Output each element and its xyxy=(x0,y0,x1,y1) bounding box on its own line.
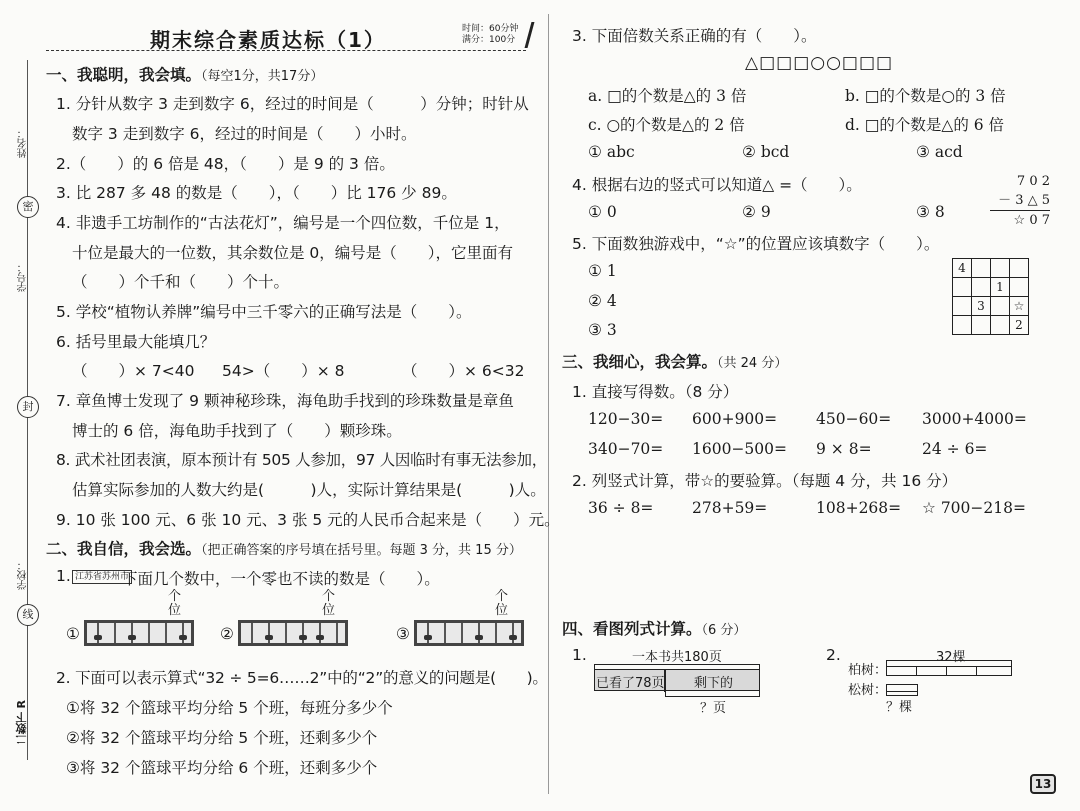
abacus-1-label-wei: 位 xyxy=(168,603,182,618)
q8-line2: 估算实际参加的人数大约是( )人，实际计算结果是( )人。 xyxy=(72,481,546,499)
abacus-1-label xyxy=(168,590,181,618)
q3: 3. 比 287 多 48 的数是（ ），（ ）比 176 少 89。 xyxy=(56,184,457,202)
choice-3: 3. 下面倍数关系正确的有（ ）。 xyxy=(572,27,817,45)
section-2-note: （把正确答案的序号填在括号里。每题 3 分，共 15 分） xyxy=(201,543,522,558)
abacus-bead xyxy=(299,635,307,640)
calc-2-2: 1600−500= xyxy=(692,440,788,458)
q4-line2: 十位是最大的一位数，其余数位是 0，编号是（ ），它里面有 xyxy=(72,244,514,262)
abacus-1 xyxy=(84,620,194,646)
sudoku-cell xyxy=(953,316,972,335)
sudoku-cell xyxy=(991,297,1010,316)
choice-1-num: 1. xyxy=(56,567,71,585)
seal-feng: 封 xyxy=(17,396,39,418)
abacus-1-marker: ① xyxy=(66,625,80,643)
q9: 9. 10 张 100 元、6 张 10 元、3 张 5 元的人民币合起来是（ ）元。 xyxy=(56,511,560,529)
sudoku-cell: 2 xyxy=(1010,316,1029,335)
calc-2-1: 340−70= xyxy=(588,440,664,458)
sudoku-cell xyxy=(972,278,991,297)
choice-3-opt2: ② bcd xyxy=(742,143,790,161)
calc-2-3: 9 × 8= xyxy=(816,440,872,458)
school-label: 学校： xyxy=(18,560,29,590)
sudoku-cell: ☆ xyxy=(1010,297,1029,316)
calc-3-2: 278+59= xyxy=(692,499,768,517)
choice-4-opt3: ③ 8 xyxy=(916,203,945,221)
q6: 6. 括号里最大能填几？ xyxy=(56,333,216,351)
abacus-2-label-ge: 个 xyxy=(322,589,336,604)
sudoku-cell xyxy=(953,278,972,297)
abacus-rod xyxy=(478,623,480,643)
time-label: 时间：60分钟 xyxy=(462,24,519,34)
q6-item3: （ ）× 6<32 xyxy=(402,362,525,380)
choice-4-opt1: ① 0 xyxy=(588,203,617,221)
abacus-bead xyxy=(475,635,483,640)
section-4-title xyxy=(562,617,746,639)
figure-1-total: 一本书共180页 xyxy=(632,650,722,665)
figure-1-brace-bottom xyxy=(665,690,760,697)
abacus-rod xyxy=(97,623,99,643)
sudoku-cell xyxy=(953,297,972,316)
abacus-rod xyxy=(148,623,150,643)
abacus-rod xyxy=(336,623,338,643)
figure-2-song-label: 松树： xyxy=(848,683,888,698)
section-3-note: （共 24 分） xyxy=(717,356,788,371)
section-3-title xyxy=(562,350,787,372)
choice-3-b: b. □的个数是○的 3 倍 xyxy=(845,87,1006,105)
vs-row2: － 3 △ 5 xyxy=(990,191,1050,211)
sudoku-grid xyxy=(952,258,1029,335)
sudoku-cell xyxy=(1010,278,1029,297)
abacus-rod xyxy=(495,623,497,643)
vertical-subtraction xyxy=(990,172,1050,230)
calc-3-3: 108+268= xyxy=(816,499,902,517)
abacus-rod xyxy=(302,623,304,643)
sudoku-row xyxy=(953,316,1029,335)
figure-2-question: ？棵 xyxy=(886,700,913,715)
abacus-rod xyxy=(182,623,184,643)
choice-5-opt2: ② 4 xyxy=(588,292,617,310)
abacus-rod xyxy=(131,623,133,643)
abacus-bead xyxy=(509,635,517,640)
sudoku-cell xyxy=(972,316,991,335)
sudoku-cell xyxy=(972,259,991,278)
sudoku-row xyxy=(953,297,1029,316)
choice-5: 5. 下面数独游戏中，“☆”的位置应该填数字（ ）。 xyxy=(572,235,940,253)
q6-item1: （ ）× 7<40 xyxy=(72,362,195,380)
abacus-rod xyxy=(285,623,287,643)
calc-1-2: 600+900= xyxy=(692,410,778,428)
abacus-bead xyxy=(94,635,102,640)
region-tag: 江苏省苏州市 xyxy=(72,570,132,584)
q4-line1: 4. 非遗手工坊制作的“古法花灯”，编号是一个四位数，千位是 1， xyxy=(56,214,510,232)
figure-2-num: 2. xyxy=(826,646,841,664)
sudoku-row xyxy=(953,259,1029,278)
header-rule xyxy=(46,50,526,51)
figure-2-tick xyxy=(916,666,917,676)
q1-line1: 1. 分针从数字 3 走到数字 6，经过的时间是（ ）分钟；时针从 xyxy=(56,95,529,113)
q7-line1: 7. 章鱼博士发现了 9 颗神秘珍珠，海龟助手找到的珍珠数量是章鱼 xyxy=(56,392,514,410)
choice-3-a: a. □的个数是△的 3 倍 xyxy=(588,87,747,105)
sudoku-cell: 4 xyxy=(953,259,972,278)
choice-3-c: c. ○的个数是△的 2 倍 xyxy=(588,116,745,134)
choice-4: 4. 根据右边的竖式可以知道△ =（ ）。 xyxy=(572,176,862,194)
sudoku-cell xyxy=(1010,259,1029,278)
q1-line2: 数字 3 走到数字 6，经过的时间是（ ）小时。 xyxy=(72,125,417,143)
choice-2-opt1: ①将 32 个篮球平均分给 5 个班，每班分多少个 xyxy=(66,699,393,717)
section-4-heading: 四、看图列式计算。 xyxy=(562,620,702,638)
q7-line2: 博士的 6 倍，海龟助手找到了（ ）颗珍珠。 xyxy=(72,422,402,440)
column-divider xyxy=(548,14,549,794)
choice-4-opt2: ② 9 xyxy=(742,203,771,221)
sudoku-cell: 1 xyxy=(991,278,1010,297)
q5: 5. 学校“植物认养牌”编号中三千零六的正确写法是（ ）。 xyxy=(56,303,472,321)
section-4-note: （6 分） xyxy=(701,623,747,638)
sudoku-cell xyxy=(991,316,1010,335)
abacus-2 xyxy=(238,620,348,646)
abacus-3-label-ge: 个 xyxy=(495,589,509,604)
calc-3-4: ☆ 700−218= xyxy=(922,499,1026,517)
section-2-title xyxy=(46,537,522,559)
calc-2-4: 24 ÷ 6= xyxy=(922,440,988,458)
abacus-rod xyxy=(427,623,429,643)
choice-2: 2. 下面可以表示算式“32 ÷ 5=6……2”中的“2”的意义的问题是( )。 xyxy=(56,669,548,687)
page-number: 13 xyxy=(1030,774,1056,794)
abacus-3-label-wei: 位 xyxy=(495,603,509,618)
shape-row: △□□□○○□□□ xyxy=(745,53,894,73)
calc-q1: 1. 直接写得数。（8 分） xyxy=(572,383,739,401)
sudoku-cell: 3 xyxy=(972,297,991,316)
section-3-heading: 三、我细心，我会算。 xyxy=(562,353,718,371)
section-1-title xyxy=(46,63,323,85)
score-label: 满分：100分 xyxy=(462,35,516,45)
calc-1-1: 120−30= xyxy=(588,410,664,428)
abacus-3-marker: ③ xyxy=(396,625,410,643)
abacus-rod xyxy=(165,623,167,643)
abacus-2-label-wei: 位 xyxy=(322,603,336,618)
abacus-rod xyxy=(512,623,514,643)
section-1-note: （每空1分，共17分） xyxy=(201,69,324,84)
figure-1-question: ？页 xyxy=(700,701,727,716)
abacus-1-label-ge: 个 xyxy=(168,589,182,604)
q6-item2: 54>（ ）× 8 xyxy=(222,362,345,380)
brand-label: 二数下 R xyxy=(15,700,28,746)
abacus-bead xyxy=(265,635,273,640)
abacus-rod xyxy=(268,623,270,643)
q8-line1: 8. 武术社团表演，原本预计有 505 人参加，97 人因临时有事无法参加， xyxy=(56,451,547,469)
time-info xyxy=(462,24,518,46)
abacus-bead xyxy=(316,635,324,640)
title-deco xyxy=(525,22,535,48)
choice-2-opt3: ③将 32 个篮球平均分给 6 个班，还剩多少个 xyxy=(66,759,378,777)
calc-q2: 2. 列竖式计算，带☆的要验算。（每题 4 分，共 16 分） xyxy=(572,472,958,490)
choice-5-opt3: ③ 3 xyxy=(588,321,617,339)
abacus-rod xyxy=(461,623,463,643)
abacus-3-label xyxy=(495,590,508,618)
calc-1-4: 3000+4000= xyxy=(922,410,1027,428)
choice-3-opt1: ① abc xyxy=(588,143,635,161)
figure-1-rest: 剩下的 xyxy=(694,676,734,691)
abacus-2-marker: ② xyxy=(220,625,234,643)
q4-line3: （ ）个千和（ ）个十。 xyxy=(72,273,290,291)
choice-2-opt2: ②将 32 个篮球平均分给 5 个班，还剩多少个 xyxy=(66,729,378,747)
choice-3-opt3: ③ acd xyxy=(916,143,963,161)
student-no-label: 学号： xyxy=(18,262,29,292)
abacus-rod xyxy=(114,623,116,643)
vs-row1: 7 0 2 xyxy=(1016,174,1050,189)
name-label: 姓名： xyxy=(18,128,29,158)
choice-1: 下面几个数中，一个零也不读的数是（ ）。 xyxy=(122,570,440,588)
sudoku-cell xyxy=(991,259,1010,278)
section-2-heading: 二、我自信，我会选。 xyxy=(46,540,202,558)
abacus-bead xyxy=(179,635,187,640)
q2: 2.（ ）的 6 倍是 48，（ ）是 9 的 3 倍。 xyxy=(56,155,395,173)
section-1-heading: 一、我聪明，我会填。 xyxy=(46,66,202,84)
abacus-3 xyxy=(414,620,524,646)
choice-3-d: d. □的个数是△的 6 倍 xyxy=(845,116,1005,134)
figure-1-num: 1. xyxy=(572,646,587,664)
figure-2-bai-bar xyxy=(886,666,1012,676)
calc-3-1: 36 ÷ 8= xyxy=(588,499,654,517)
figure-2-bai-label: 柏树： xyxy=(848,663,888,678)
abacus-bead xyxy=(128,635,136,640)
abacus-bead xyxy=(424,635,432,640)
abacus-rod xyxy=(251,623,253,643)
figure-2-total: 32棵 xyxy=(936,650,966,665)
abacus-rod xyxy=(319,623,321,643)
calc-1-3: 450−60= xyxy=(816,410,892,428)
choice-5-opt1: ① 1 xyxy=(588,262,617,280)
figure-2-tick xyxy=(976,666,977,676)
page-title: 期末综合素质达标（1） xyxy=(150,28,386,52)
figure-1-read: 已看了78页 xyxy=(596,676,665,691)
abacus-2-label xyxy=(322,590,335,618)
abacus-rod xyxy=(444,623,446,643)
figure-2-tick xyxy=(946,666,947,676)
vs-row3: ☆ 0 7 xyxy=(1013,213,1050,228)
sudoku-row xyxy=(953,278,1029,297)
seal-mi: 密 xyxy=(17,196,39,218)
seal-xian: 线 xyxy=(17,604,39,626)
